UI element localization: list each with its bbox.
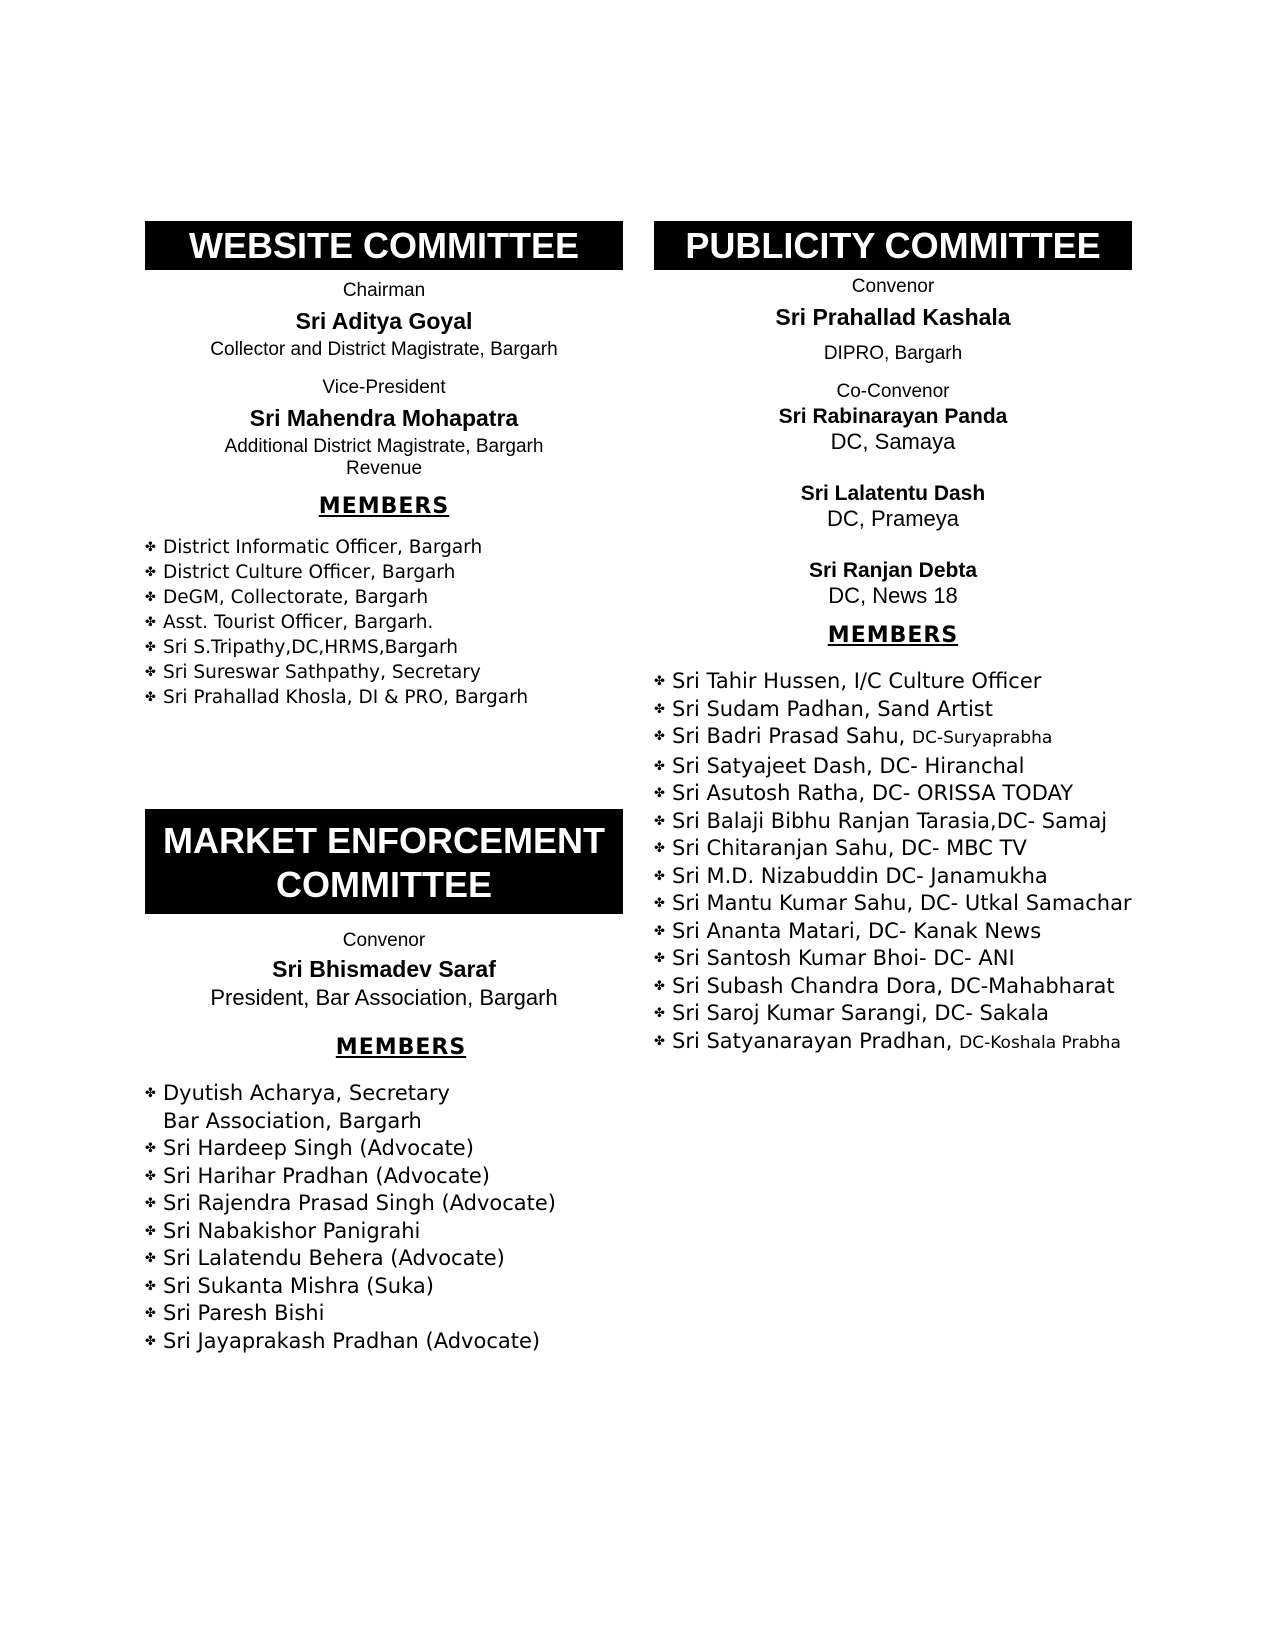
market-members-heading: MEMBERS (335, 1035, 467, 1060)
list-item: ✤ Sri Nabakishor Panigrahi (145, 1218, 623, 1246)
list-item: ✤ Sri Lalatendu Behera (Advocate) (145, 1245, 623, 1273)
publicity-convenor-role: Convenor (851, 276, 935, 297)
publicity-committee-title: PUBLICITY COMMITTEE (654, 221, 1132, 270)
co-convenor-designation: DC, Samaya (830, 429, 956, 454)
bullet-icon: ✤ (654, 729, 665, 744)
bullet-icon: ✤ (145, 1278, 156, 1294)
chairman-designation: Collector and District Magistrate, Bargarh (210, 339, 558, 360)
list-item: ✤ Sri Santosh Kumar Bhoi- DC- ANI (654, 945, 1132, 973)
bullet-icon: ✤ (145, 690, 156, 705)
list-item: ✤ Sri Asutosh Ratha, DC- ORISSA TODAY (654, 780, 1132, 808)
co-convenor-block (654, 405, 1132, 455)
bullet-icon: ✤ (145, 590, 156, 605)
bullet-icon: ✤ (654, 786, 665, 801)
co-convenor-name: Sri Lalatentu Dash (800, 482, 986, 505)
list-item: ✤ Sri Chitaranjan Sahu, DC- MBC TV (654, 835, 1132, 863)
list-item: ✤ Asst. Tourist Officer, Bargarh. (145, 612, 434, 633)
list-item: ✤ Sri Prahallad Khosla, DI & PRO, Bargarh (145, 687, 529, 708)
list-item: ✤ Sri Harihar Pradhan (Advocate) (145, 1163, 623, 1191)
bullet-icon: ✤ (654, 951, 665, 966)
list-item: ✤ Sri Saroj Kumar Sarangi, DC- Sakala (654, 1000, 1132, 1028)
co-convenor-block (654, 559, 1132, 609)
co-convenor-block (654, 482, 1132, 532)
vice-president-name: Sri Mahendra Mohapatra (249, 405, 519, 431)
list-item: ✤ Sri M.D. Nizabuddin DC- Janamukha (654, 863, 1132, 891)
list-item: ✤ Dyutish Acharya, Secretary Bar Association, Bargarh (145, 1081, 450, 1133)
bullet-icon: ✤ (654, 1033, 665, 1049)
website-committee (145, 221, 623, 710)
list-item: ✤ DeGM, Collectorate, Bargarh (145, 587, 429, 608)
bullet-icon: ✤ (145, 1196, 156, 1211)
left-column (145, 221, 623, 1353)
bullet-icon: ✤ (145, 1141, 156, 1156)
website-committee-title: WEBSITE COMMITTEE (145, 221, 623, 270)
list-item: ✤ Sri Badri Prasad Sahu, DC-Suryaprabha (654, 723, 1132, 753)
list-item: ✤ Sri Rajendra Prasad Singh (Advocate) (145, 1190, 623, 1218)
chairman-role: Chairman (342, 280, 426, 301)
vice-president-designation: Additional District Magistrate, Bargarh (224, 436, 544, 457)
list-item: ✤ Sri Hardeep Singh (Advocate) (145, 1135, 623, 1163)
bullet-icon: ✤ (654, 674, 665, 689)
publicity-members-heading: MEMBERS (827, 623, 959, 648)
convenor-designation: President, Bar Association, Bargarh (210, 985, 558, 1010)
bullet-icon: ✤ (654, 813, 665, 829)
bullet-icon: ✤ (145, 1223, 156, 1239)
bullet-icon: ✤ (145, 640, 156, 655)
co-convenor-role: Co-Convenor (836, 381, 950, 402)
market-members-list (145, 1080, 623, 1355)
publicity-committee (654, 221, 1132, 1057)
list-item: ✤ Sri Mantu Kumar Sahu, DC- Utkal Samachar (654, 890, 1132, 918)
list-item: ✤ Sri Paresh Bishi (145, 1300, 623, 1328)
co-convenor-designation: DC, Prameya (826, 506, 960, 531)
bullet-icon: ✤ (145, 615, 156, 630)
right-column (654, 221, 1132, 1057)
bullet-icon: ✤ (145, 1251, 156, 1266)
vice-president-department: Revenue (345, 458, 423, 479)
list-item: ✤ Sri Sudam Padhan, Sand Artist (654, 696, 1132, 724)
chairman-name: Sri Aditya Goyal (295, 308, 473, 334)
bullet-icon: ✤ (654, 868, 665, 884)
publicity-convenor-name: Sri Prahallad Kashala (775, 304, 1011, 330)
bullet-icon: ✤ (654, 1006, 665, 1021)
vice-president-role: Vice-President (322, 377, 446, 398)
list-item: ✤ Sri Sukanta Mishra (Suka) (145, 1273, 623, 1301)
list-item: ✤ Sri Satyanarayan Pradhan, DC-Koshala Prabha (654, 1028, 1132, 1058)
list-item: ✤ Sri S.Tripathy,DC,HRMS,Bargarh (145, 637, 458, 658)
bullet-icon: ✤ (145, 1086, 156, 1101)
bullet-icon: ✤ (654, 758, 665, 774)
convenor-name: Sri Bhismadev Saraf (272, 956, 496, 982)
list-item: ✤ District Culture Officer, Bargarh (145, 562, 456, 583)
list-item: ✤ District Informatic Officer, Bargarh (145, 537, 483, 558)
bullet-icon: ✤ (145, 540, 156, 555)
bullet-icon: ✤ (654, 701, 665, 717)
bullet-icon: ✤ (145, 665, 156, 680)
list-item: ✤ Sri Jayaprakash Pradhan (Advocate) (145, 1328, 623, 1356)
bullet-icon: ✤ (654, 978, 665, 994)
list-item: ✤ Sri Balaji Bibhu Ranjan Tarasia,DC- Samaj (654, 808, 1132, 836)
bullet-icon: ✤ (145, 565, 156, 580)
bullet-icon: ✤ (145, 1333, 156, 1349)
list-item: ✤ Sri Sureswar Sathpathy, Secretary (145, 662, 481, 683)
publicity-convenor-designation: DIPRO, Bargarh (823, 343, 963, 364)
co-convenor-designation: DC, News 18 (828, 583, 958, 608)
co-convenor-name: Sri Ranjan Debta (808, 559, 978, 582)
list-item: ✤ Sri Ananta Matari, DC- Kanak News (654, 918, 1132, 946)
list-item: ✤ Sri Satyajeet Dash, DC- Hiranchal (654, 753, 1132, 781)
publicity-members-list (654, 668, 1132, 1057)
bullet-icon: ✤ (654, 896, 665, 911)
website-members-heading: MEMBERS (318, 494, 450, 519)
list-item: ✤ Sri Tahir Hussen, I/C Culture Officer (654, 668, 1132, 696)
bullet-icon: ✤ (145, 1306, 156, 1321)
bullet-icon: ✤ (654, 841, 665, 856)
convenor-role: Convenor (342, 930, 426, 951)
bullet-icon: ✤ (654, 923, 665, 939)
list-item: ✤ Sri Subash Chandra Dora, DC-Mahabharat (654, 973, 1132, 1001)
market-enforcement-committee (145, 809, 623, 1355)
market-committee-title: MARKET ENFORCEMENT COMMITTEE (145, 809, 623, 914)
bullet-icon: ✤ (145, 1168, 156, 1184)
co-convenor-name: Sri Rabinarayan Panda (778, 405, 1008, 428)
website-members-list (145, 535, 623, 710)
